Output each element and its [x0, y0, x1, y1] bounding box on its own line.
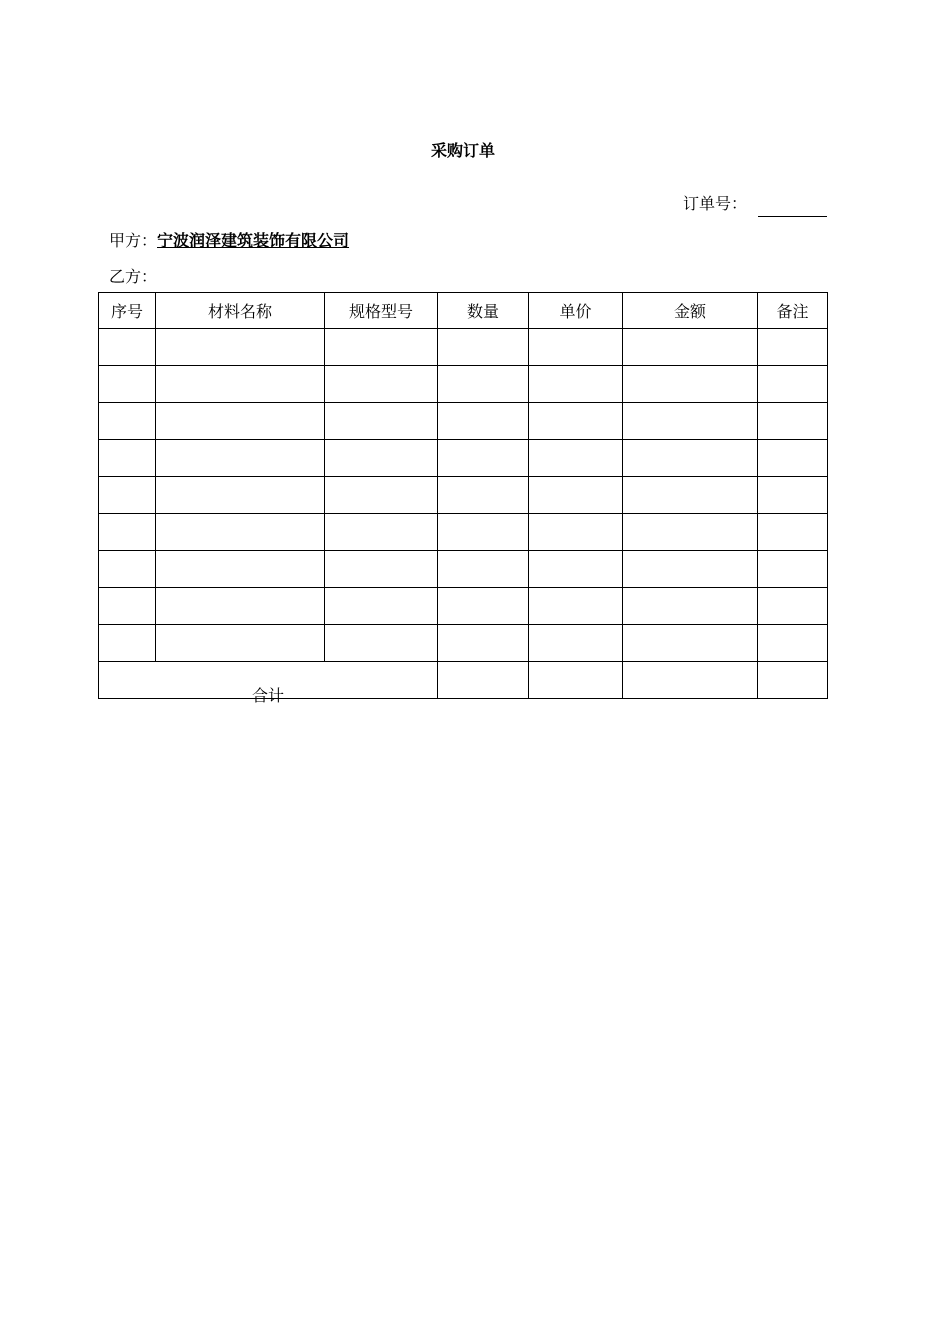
- total-label-cell: [99, 662, 438, 705]
- amount-cell[interactable]: [623, 551, 758, 588]
- spec-model-cell[interactable]: [325, 403, 438, 440]
- unit-price-cell[interactable]: [529, 440, 623, 477]
- document-title: 采购订单: [430, 141, 495, 160]
- remarks-cell[interactable]: [758, 514, 828, 551]
- amount-cell[interactable]: [623, 477, 758, 514]
- unit-price-cell[interactable]: [529, 403, 623, 440]
- quantity-cell[interactable]: [438, 625, 529, 662]
- table-row: [99, 625, 828, 662]
- order-number-label: 订单号：: [683, 194, 748, 213]
- material-name-cell[interactable]: [156, 625, 325, 662]
- spec-model-cell[interactable]: [325, 477, 438, 514]
- header-index: 序号: [99, 293, 156, 329]
- unit-price-cell[interactable]: [529, 329, 623, 366]
- order-table-body: [99, 329, 828, 705]
- spec-model-cell[interactable]: [325, 588, 438, 625]
- spec-model-cell[interactable]: [325, 551, 438, 588]
- material-name-cell[interactable]: [156, 588, 325, 625]
- order-table: [98, 292, 828, 705]
- total-label: 合计: [251, 686, 284, 705]
- header-quantity: 数量: [438, 293, 529, 329]
- material-name-cell[interactable]: [156, 440, 325, 477]
- spec-model-cell[interactable]: [325, 440, 438, 477]
- remarks-cell[interactable]: [758, 403, 828, 440]
- party-a: [109, 228, 349, 251]
- total-amount-cell[interactable]: [623, 662, 758, 699]
- table-row: [99, 477, 828, 514]
- table-header-row: [99, 293, 828, 329]
- amount-cell[interactable]: [623, 403, 758, 440]
- unit-price-cell[interactable]: [529, 514, 623, 551]
- amount-cell[interactable]: [623, 329, 758, 366]
- index-cell[interactable]: [99, 366, 156, 403]
- material-name-cell[interactable]: [156, 551, 325, 588]
- quantity-cell[interactable]: [438, 329, 529, 366]
- header-amount: 金额: [623, 293, 758, 329]
- remarks-cell[interactable]: [758, 440, 828, 477]
- index-cell[interactable]: [99, 477, 156, 514]
- unit-price-cell[interactable]: [529, 366, 623, 403]
- spec-model-cell[interactable]: [325, 625, 438, 662]
- quantity-cell[interactable]: [438, 588, 529, 625]
- order-number-blank[interactable]: [758, 216, 827, 217]
- amount-cell[interactable]: [623, 625, 758, 662]
- material-name-cell[interactable]: [156, 514, 325, 551]
- amount-cell[interactable]: [623, 440, 758, 477]
- quantity-cell[interactable]: [438, 440, 529, 477]
- total-remarks-cell[interactable]: [758, 662, 828, 699]
- unit-price-cell[interactable]: [529, 588, 623, 625]
- remarks-cell[interactable]: [758, 366, 828, 403]
- unit-price-cell[interactable]: [529, 625, 623, 662]
- table-row: [99, 403, 828, 440]
- material-name-cell[interactable]: [156, 366, 325, 403]
- remarks-cell[interactable]: [758, 588, 828, 625]
- remarks-cell[interactable]: [758, 551, 828, 588]
- table-row: [99, 440, 828, 477]
- index-cell[interactable]: [99, 625, 156, 662]
- header-unit-price: 单价: [529, 293, 623, 329]
- header-material-name: 材料名称: [156, 293, 325, 329]
- spec-model-cell[interactable]: [325, 329, 438, 366]
- remarks-cell[interactable]: [758, 477, 828, 514]
- quantity-cell[interactable]: [438, 551, 529, 588]
- spec-model-cell[interactable]: [325, 366, 438, 403]
- quantity-cell[interactable]: [438, 477, 529, 514]
- table-row: [99, 588, 828, 625]
- unit-price-cell[interactable]: [529, 477, 623, 514]
- header-remarks: 备注: [758, 293, 828, 329]
- amount-cell[interactable]: [623, 514, 758, 551]
- amount-cell[interactable]: [623, 366, 758, 403]
- material-name-cell[interactable]: [156, 477, 325, 514]
- index-cell[interactable]: [99, 440, 156, 477]
- index-cell[interactable]: [99, 403, 156, 440]
- party-a-name: 宁波润泽建筑装饰有限公司: [157, 231, 350, 250]
- amount-cell[interactable]: [623, 588, 758, 625]
- spec-model-cell[interactable]: [325, 514, 438, 551]
- quantity-cell[interactable]: [438, 403, 529, 440]
- remarks-cell[interactable]: [758, 329, 828, 366]
- remarks-cell[interactable]: [758, 625, 828, 662]
- party-b-label: 乙方：: [109, 267, 158, 286]
- material-name-cell[interactable]: [156, 329, 325, 366]
- index-cell[interactable]: [99, 551, 156, 588]
- total-unit-price-cell[interactable]: [529, 662, 623, 699]
- header-spec-model: 规格型号: [325, 293, 438, 329]
- table-row: [99, 329, 828, 366]
- unit-price-cell[interactable]: [529, 551, 623, 588]
- total-row: [99, 662, 828, 699]
- party-a-label: 甲方：: [109, 231, 158, 250]
- table-row: [99, 551, 828, 588]
- material-name-cell[interactable]: [156, 403, 325, 440]
- total-quantity-cell[interactable]: [438, 662, 529, 699]
- table-row: [99, 514, 828, 551]
- table-row: [99, 366, 828, 403]
- quantity-cell[interactable]: [438, 514, 529, 551]
- quantity-cell[interactable]: [438, 366, 529, 403]
- index-cell[interactable]: [99, 329, 156, 366]
- index-cell[interactable]: [99, 588, 156, 625]
- index-cell[interactable]: [99, 514, 156, 551]
- party-b: [109, 264, 157, 287]
